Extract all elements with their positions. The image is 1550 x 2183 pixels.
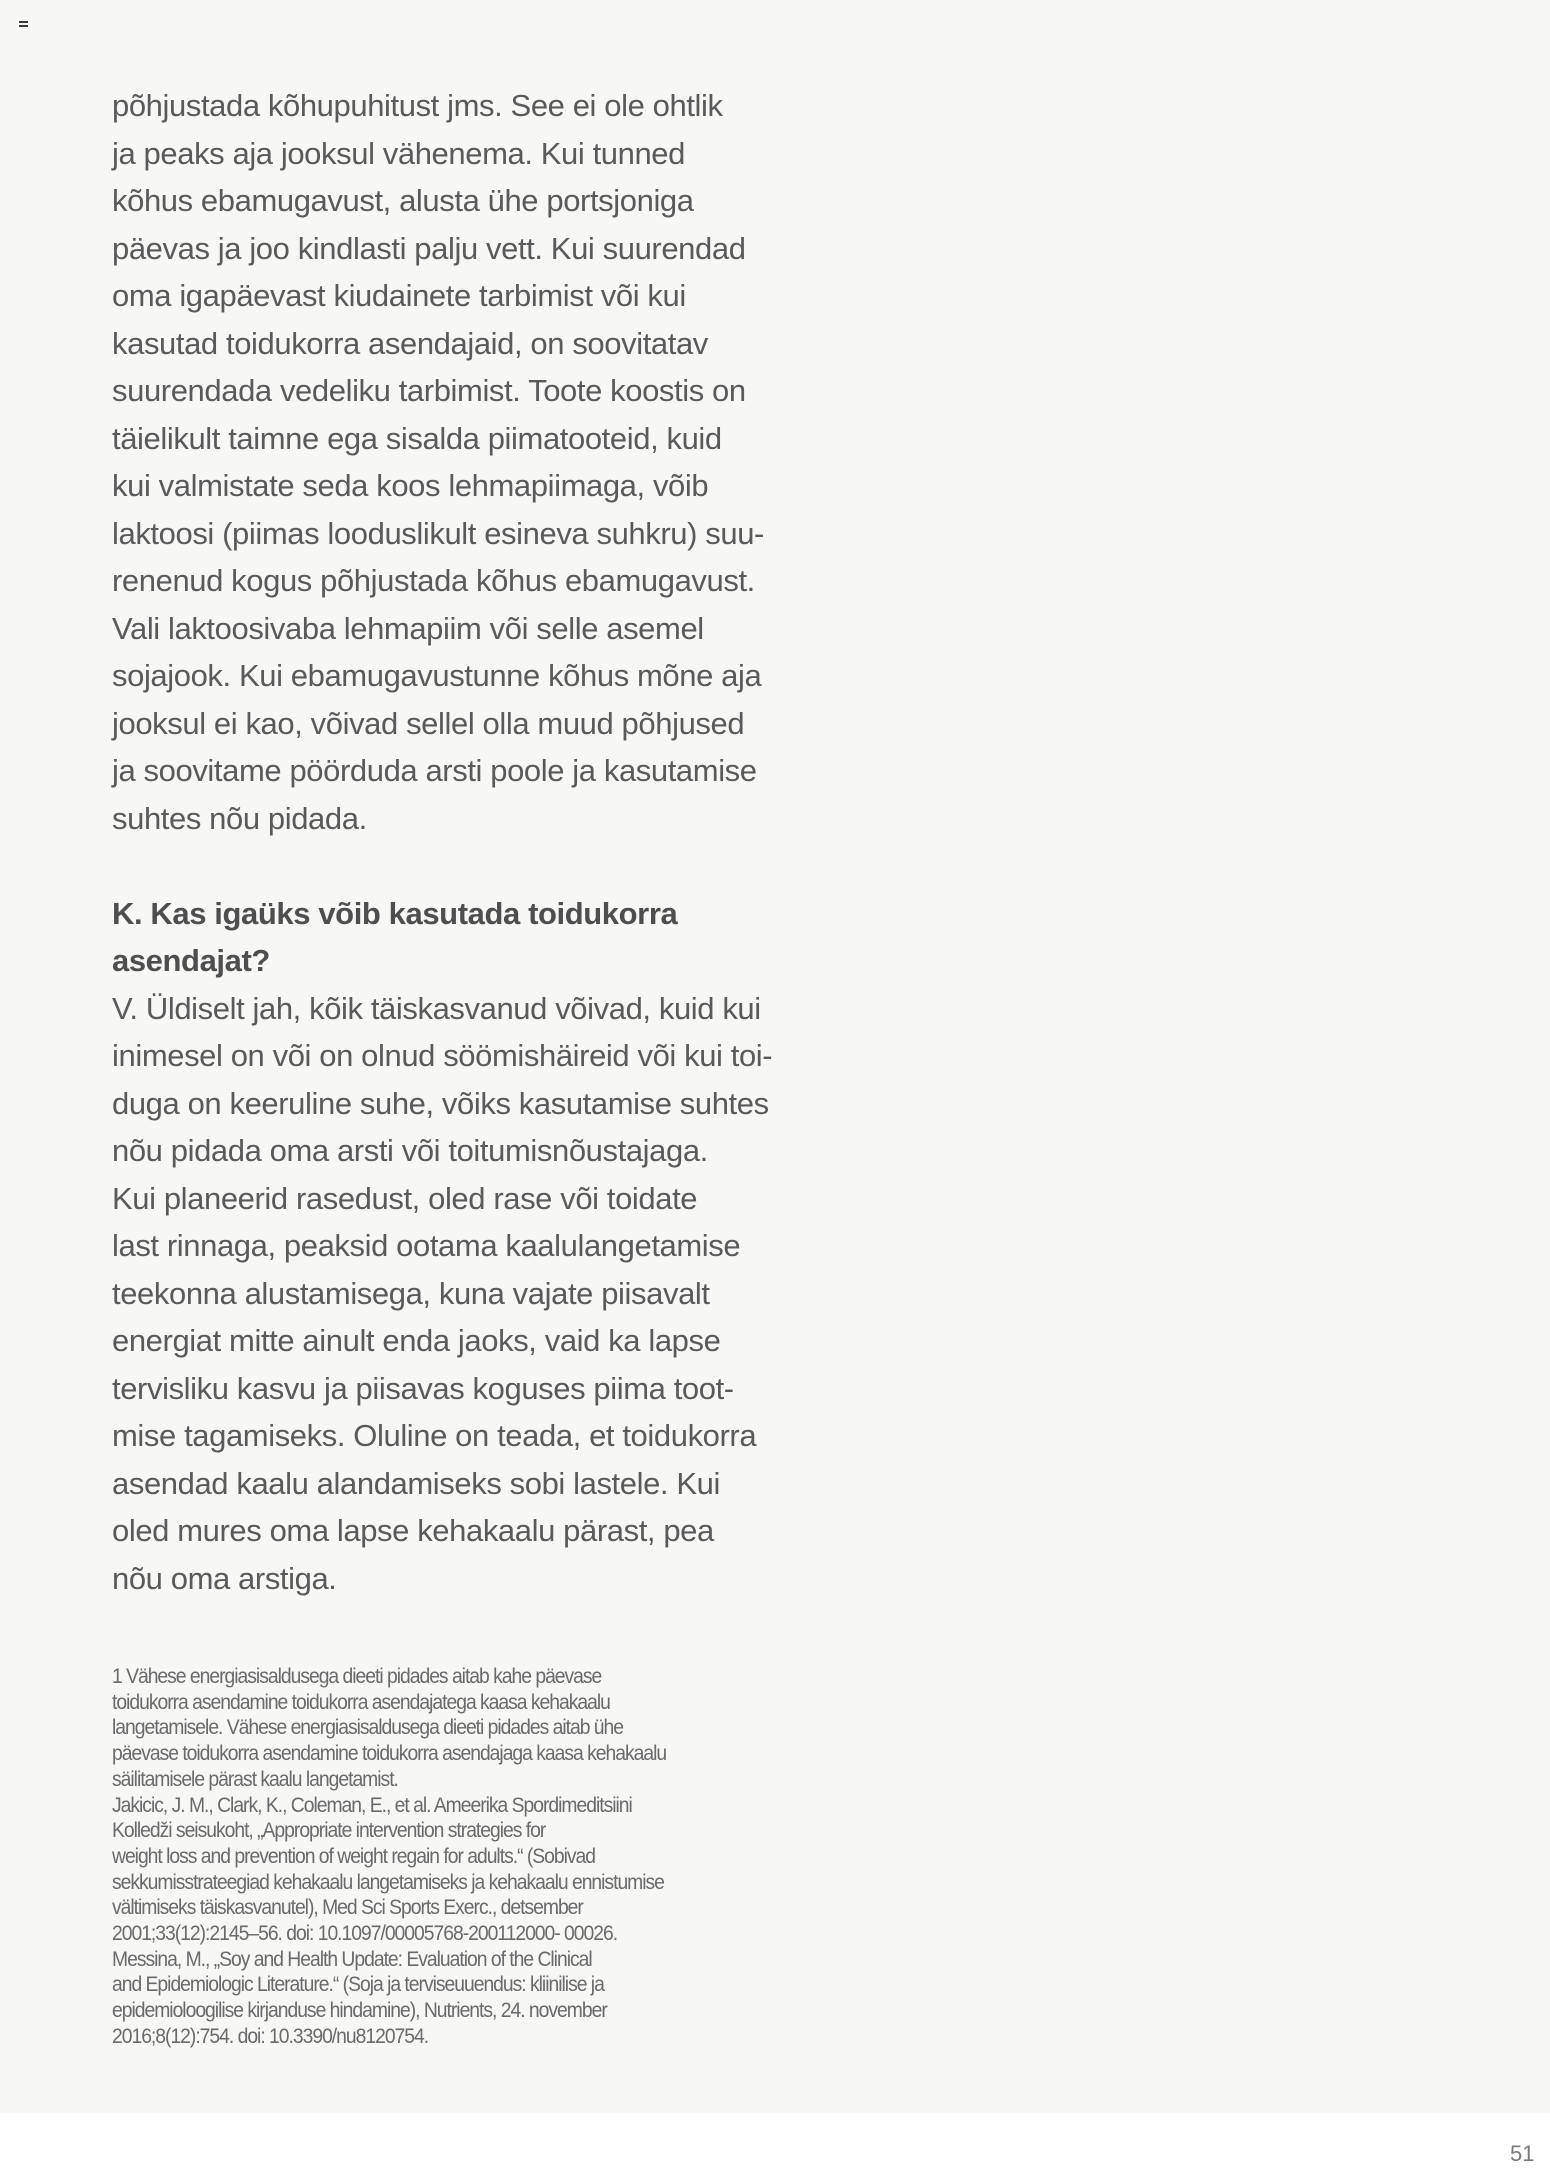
footnote-line: epidemioloogilise kirjanduse hindamine), Nutrients, 24. november [112,1999,607,2023]
text-line: nõu oma arstiga. [112,1560,337,1596]
text-line: energiat mitte ainult enda jaoks, vaid ka lapse [112,1323,721,1358]
paragraph-1 [112,82,792,842]
text-line: sojajook. Kui ebamugavustunne kõhus mõne aja [112,658,762,693]
text-line: duga on keeruline suhe, võiks kasutamise suhtes [112,1085,769,1121]
footnote-line: 2001;33(12):2145–56. doi: 10.1097/00005768-200112000- 00026. [112,1922,618,1946]
text-line: Kui planeerid rasedust, oled rase või toidate [112,1180,698,1216]
question-line: K. Kas igaüks võib kasutada toidukorra [112,895,678,931]
footnote-line: 1 Vähese energiasisaldusega dieeti pidades aitab kahe päevase [112,1665,602,1688]
footnote-line: and Epidemiologic Literature.“ (Soja ja terviseuuendus: kliinilise ja [112,1973,604,1997]
text-line: kasutad toidukorra asendajaid, on soovitatav [112,325,708,361]
question-line: asendajat? [112,943,270,978]
footnotes [112,1664,792,2050]
text-line: inimesel on või on olnud söömishäireid või kui toi- [112,1038,773,1073]
text-line: laktoosi (piimas looduslikult esineva suhkru) suu- [112,515,764,551]
page-number: 51 [1510,2141,1535,2166]
text-line: teekonna alustamisega, kuna vajate piisavalt [112,1275,710,1311]
text-line: last rinnaga, peaksid ootama kaalulangetamise [112,1228,741,1263]
footnote-line: toidukorra asendamine toidukorra asendajatega kaasa kehakaalu [112,1690,610,1714]
footnote-line: Kolledži seisukoht, „Appropriate intervention strategies for [112,1819,546,1843]
text-line: mise tagamiseks. Oluline on teada, et toidukorra [112,1418,757,1453]
text-line: nõu pidada oma arsti või toitumisnõustajaga. [112,1133,708,1168]
footnote-line: 2016;8(12):754. doi: 10.3390/nu8120754. [112,2024,429,2048]
text-line: oled mures oma lapse kehakaalu pärast, pea [112,1513,714,1548]
text-line: asendad kaalu alandamiseks sobi lastele. Kui [112,1465,720,1501]
text-line: V. Üldiselt jah, kõik täiskasvanud võivad, kuid kui [112,990,761,1026]
text-line: kõhus ebamugavust, alusta ühe portsjoniga [112,183,694,218]
text-line: jooksul ei kao, võivad sellel olla muud põhjused [112,705,745,741]
answer-paragraph [112,985,792,1603]
text-line: ja soovitame pöörduda arsti poole ja kasutamise [112,753,757,788]
text-line: oma igapäevast kiudainete tarbimist või kui [112,278,686,313]
question-heading [112,890,792,985]
text-line: ja peaks aja jooksul vähenema. Kui tunned [112,135,685,171]
footnote-line: weight loss and prevention of weight regain for adults.“ (Sobivad [112,1844,596,1868]
text-line: täielikult taimne ega sisalda piimatooteid, kuid [112,420,722,456]
text-line: põhjustada kõhupuhitust jms. See ei ole ohtlik [112,88,723,123]
text-line: suhtes nõu pidada. [112,800,367,836]
text-line: kui valmistate seda koos lehmapiimaga, võib [112,468,709,503]
text-line: suurendada vedeliku tarbimist. Toote koostis on [112,373,746,408]
footnote-line: päevase toidukorra asendamine toidukorra asendajaga kaasa kehakaalu [112,1742,667,1766]
menu-icon[interactable] [19,21,28,27]
body-text [112,82,792,1602]
footnote-line: sekkumisstrateegiad kehakaalu langetamiseks ja kehakaalu ennistumise [112,1870,664,1894]
text-line: päevas ja joo kindlasti palju vett. Kui suurendad [112,230,746,266]
footnote-line: säilitamisele pärast kaalu langetamist. [112,1767,398,1791]
footnote-line: Jakicic, J. M., Clark, K., Coleman, E., et al. Ameerika Spordimeditsiini [112,1793,632,1817]
footnote-line: Messina, M., „Soy and Health Update: Evaluation of the Clinical [112,1947,592,1971]
footnote-line: vältimiseks täiskasvanutel), Med Sci Sports Exerc., detsember [112,1896,583,1920]
text-line: Vali laktoosivaba lehmapiim või selle asemel [112,610,704,646]
footnote-line: langetamisele. Vähese energiasisaldusega dieeti pidades aitab ühe [112,1716,624,1740]
text-line: tervisliku kasvu ja piisavas koguses piima toot- [112,1370,734,1406]
text-line: renenud kogus põhjustada kõhus ebamugavust. [112,563,755,598]
paragraph-gap [112,842,792,890]
